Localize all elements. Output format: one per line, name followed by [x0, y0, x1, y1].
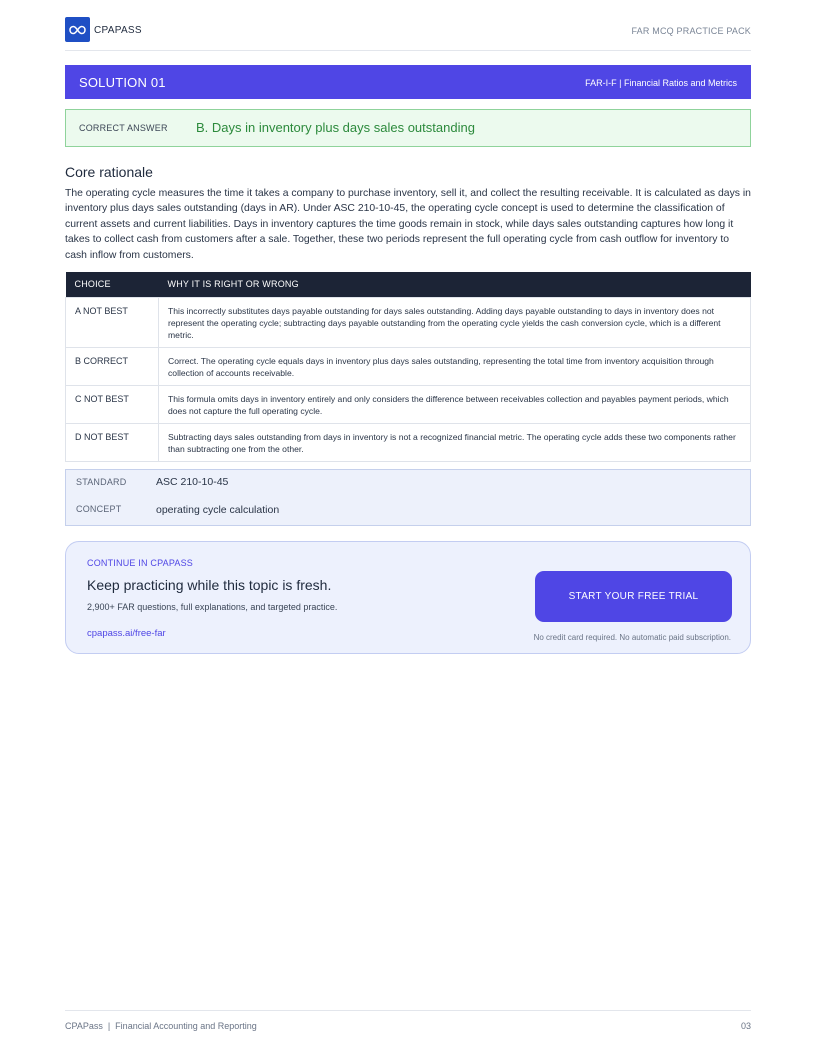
reason-column-header: WHY IT IS RIGHT OR WRONG: [159, 272, 751, 297]
topic-tag: FAR-I-F | Financial Ratios and Metrics: [585, 78, 737, 88]
reason-cell: This incorrectly substitutes days payable outstanding for days sales outstanding. Adding days payable outstanding to days in inventory does not represent the operating cycle; subtracting days payable outstanding from the operating cycle yields the cash conversion cycle, which is a different metric.: [159, 297, 751, 347]
reason-cell: Subtracting days sales outstanding from days in inventory is not a recognized financial metric. The operating cycle adds these two components rather than subtracting one from the other.: [159, 423, 751, 461]
infinity-icon: [69, 25, 86, 35]
table-row: [66, 385, 751, 423]
page-number: 03: [740, 1021, 751, 1031]
choice-cell: C NOT BEST: [66, 385, 159, 423]
correct-answer-label: CORRECT ANSWER: [79, 123, 168, 133]
table-row: [66, 423, 751, 461]
start-free-trial-button[interactable]: START YOUR FREE TRIAL: [535, 571, 732, 622]
correct-answer-value: B. Days in inventory plus days sales outstanding: [196, 120, 475, 135]
concept-label: CONCEPT: [76, 504, 122, 514]
correct-answer-box: [65, 109, 751, 147]
choice-cell: B CORRECT: [66, 347, 159, 385]
reason-cell: This formula omits days in inventory entirely and only considers the difference between receivables collection and payables payment periods, which does not capture the full operating cycle.: [159, 385, 751, 423]
table-row: [66, 347, 751, 385]
standard-box: [65, 469, 751, 526]
choice-cell: D NOT BEST: [66, 423, 159, 461]
cta-link[interactable]: cpapass.ai/free-far: [87, 628, 166, 639]
footer-title: CPAPass | Financial Accounting and Reporting: [65, 1021, 257, 1031]
table-row: [66, 297, 751, 347]
brand-name: CPAPASS: [94, 25, 142, 36]
cta-panel: [65, 541, 751, 654]
standard-label: STANDARD: [76, 477, 127, 487]
cta-subtext: 2,900+ FAR questions, full explanations, and targeted practice.: [87, 602, 338, 612]
choice-column-header: CHOICE: [66, 272, 159, 297]
reason-cell: Correct. The operating cycle equals days in inventory plus days sales outstanding, representing the total time from inventory acquisition through collection of accounts receivable.: [159, 347, 751, 385]
cta-heading: Keep practicing while this topic is fresh.: [87, 577, 332, 593]
choices-table: [65, 272, 751, 462]
cta-note: No credit card required. No automatic paid subscription.: [533, 633, 731, 642]
standard-value: ASC 210-10-45: [156, 476, 229, 488]
page-footer: [65, 1010, 751, 1040]
cta-kicker: CONTINUE IN CPAPASS: [87, 558, 193, 568]
rationale-body: The operating cycle measures the time it takes a company to purchase inventory, sell it, and collect the resulting receivable. It is calculated as days in inventory plus days sales outstanding (days in AR). Under ASC 210-10-45, the operating cycle concept is used to determine the classification of current assets and current liabilities. Days in inventory captures the time goods remain in stock, while days sales outstanding captures how long it takes to collect cash from customers after a sale. Together, these two periods represent the full operating cycle from cash outflow for inventory to cash inflow from customers.: [65, 188, 751, 261]
concept-value: operating cycle calculation: [156, 504, 280, 516]
table-header-row: [66, 272, 751, 297]
pack-title: FAR MCQ PRACTICE PACK: [631, 26, 751, 36]
page-header: [65, 17, 751, 51]
solution-title: SOLUTION 01: [79, 75, 166, 90]
solution-bar: [65, 65, 751, 99]
rationale-heading: Core rationale: [65, 164, 153, 180]
cpapass-logo[interactable]: [65, 17, 90, 42]
choice-cell: A NOT BEST: [66, 297, 159, 347]
